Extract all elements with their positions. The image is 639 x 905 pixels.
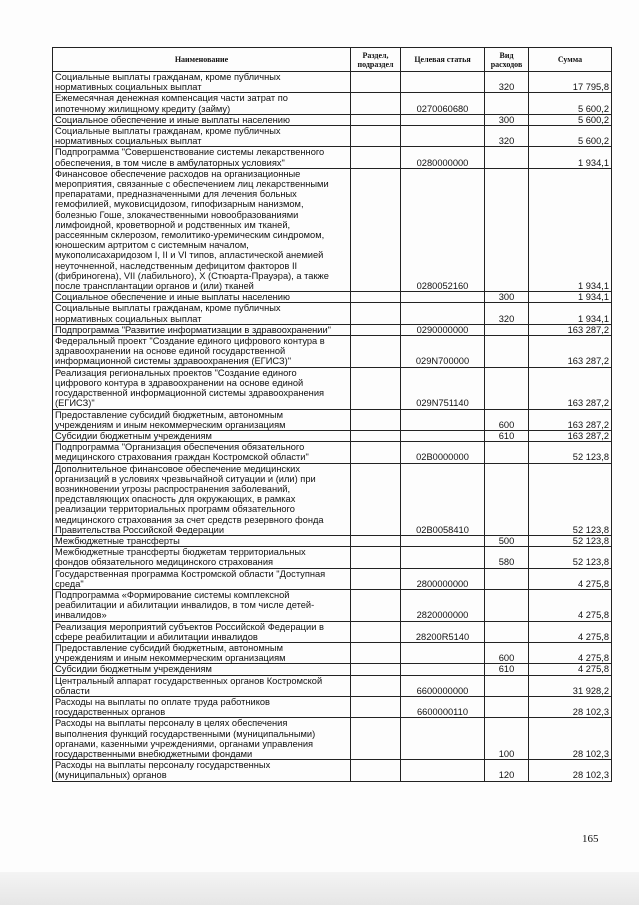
row-type: 300 xyxy=(485,292,529,303)
row-type: 580 xyxy=(485,547,529,568)
row-target xyxy=(401,126,485,147)
row-section xyxy=(351,535,401,546)
row-target: 02В0000000 xyxy=(401,442,485,463)
table-row xyxy=(53,589,612,621)
row-name: Ежемесячная денежная компенсация части затрат по ипотечному жилищному кредиту (займу) xyxy=(53,93,351,114)
row-section xyxy=(351,336,401,368)
row-sum: 28 102,3 xyxy=(529,696,612,717)
row-type xyxy=(485,168,529,291)
table-row xyxy=(53,568,612,589)
row-section xyxy=(351,718,401,760)
table-row xyxy=(53,114,612,125)
row-type: 320 xyxy=(485,126,529,147)
row-name: Подпрограмма "Развитие информатизации в здравоохранении" xyxy=(53,324,351,335)
row-type: 600 xyxy=(485,409,529,430)
row-name: Социальные выплаты гражданам, кроме публичных нормативных социальных выплат xyxy=(53,126,351,147)
row-type xyxy=(485,589,529,621)
row-section xyxy=(351,292,401,303)
row-target: 0280052160 xyxy=(401,168,485,291)
row-name: Предоставление субсидий бюджетным, автономным учреждениям и иным некоммерческим организациям xyxy=(53,642,351,663)
row-sum: 5 600,2 xyxy=(529,93,612,114)
row-type xyxy=(485,675,529,696)
row-sum: 1 934,1 xyxy=(529,147,612,168)
row-name: Центральный аппарат государственных органов Костромской области xyxy=(53,675,351,696)
table-row xyxy=(53,72,612,93)
row-name: Расходы на выплаты персоналу государственных (муниципальных) органов xyxy=(53,760,351,781)
row-name: Социальное обеспечение и иные выплаты населению xyxy=(53,292,351,303)
row-name: Социальное обеспечение и иные выплаты населению xyxy=(53,114,351,125)
row-name: Финансовое обеспечение расходов на организационные мероприятия, связанные с обеспечением лиц лекарственными препаратами, предназначенными для лечения больных гемофилией, муковисцидозом, гипофизарным нанизмом, болезнью Гоше, злокачественными новообразованиями лимфоидной, кроветворной и родственных им тканей, рассеянным склерозом, гемолитико-уремическим синдромом, юношеским артритом с системным началом, мукополисахаридозом I, II и VI типов, апластической анемией неуточненной, наследственным дефицитом факторов II (фибриногена), VII (лабильного), X (Стюарта-Прауэра), а также после трансплантации органов и (или) тканей xyxy=(53,168,351,291)
table-row xyxy=(53,303,612,324)
row-target xyxy=(401,114,485,125)
table-row xyxy=(53,367,612,409)
row-section xyxy=(351,696,401,717)
row-section xyxy=(351,324,401,335)
row-target xyxy=(401,664,485,675)
row-type xyxy=(485,147,529,168)
row-section xyxy=(351,664,401,675)
row-sum: 28 102,3 xyxy=(529,718,612,760)
row-sum: 163 287,2 xyxy=(529,324,612,335)
row-type: 100 xyxy=(485,718,529,760)
header-target: Целевая статья xyxy=(401,48,485,72)
row-sum: 1 934,1 xyxy=(529,292,612,303)
row-section xyxy=(351,463,401,535)
table-row xyxy=(53,463,612,535)
row-type: 320 xyxy=(485,72,529,93)
row-type xyxy=(485,463,529,535)
row-target xyxy=(401,642,485,663)
table-row xyxy=(53,718,612,760)
row-target: 029N751140 xyxy=(401,367,485,409)
row-name: Федеральный проект "Создание единого цифрового контура в здравоохранении на основе единой государственной информационной системы здравоохранения (ЕГИСЗ)" xyxy=(53,336,351,368)
row-section xyxy=(351,409,401,430)
budget-table xyxy=(52,47,612,782)
row-name: Социальные выплаты гражданам, кроме публичных нормативных социальных выплат xyxy=(53,303,351,324)
table-row xyxy=(53,535,612,546)
row-section xyxy=(351,367,401,409)
table-row xyxy=(53,664,612,675)
row-sum: 17 795,8 xyxy=(529,72,612,93)
row-target xyxy=(401,718,485,760)
row-sum: 52 123,8 xyxy=(529,535,612,546)
row-name: Расходы на выплаты по оплате труда работников государственных органов xyxy=(53,696,351,717)
row-target: 0290000000 xyxy=(401,324,485,335)
row-section xyxy=(351,568,401,589)
row-name: Подпрограмма "Организация обеспечения обязательного медицинского страхования граждан Костромской области" xyxy=(53,442,351,463)
table-row xyxy=(53,324,612,335)
row-name: Социальные выплаты гражданам, кроме публичных нормативных социальных выплат xyxy=(53,72,351,93)
table-row xyxy=(53,442,612,463)
row-sum: 52 123,8 xyxy=(529,547,612,568)
row-section xyxy=(351,589,401,621)
row-type xyxy=(485,367,529,409)
row-target xyxy=(401,535,485,546)
table-row xyxy=(53,292,612,303)
row-sum: 4 275,8 xyxy=(529,589,612,621)
row-section xyxy=(351,72,401,93)
row-type: 120 xyxy=(485,760,529,781)
table-row xyxy=(53,642,612,663)
header-name: Наименование xyxy=(53,48,351,72)
row-type xyxy=(485,442,529,463)
row-sum: 1 934,1 xyxy=(529,168,612,291)
table-row xyxy=(53,696,612,717)
row-sum: 1 934,1 xyxy=(529,303,612,324)
row-section xyxy=(351,430,401,441)
row-target: 6600000110 xyxy=(401,696,485,717)
table-row xyxy=(53,675,612,696)
row-target xyxy=(401,547,485,568)
row-sum: 4 275,8 xyxy=(529,642,612,663)
row-section xyxy=(351,760,401,781)
row-target: 0270060680 xyxy=(401,93,485,114)
row-name: Подпрограмма «Формирование системы комплексной реабилитации и абилитации инвалидов, в том числе детей- инвалидов» xyxy=(53,589,351,621)
row-target: 029N700000 xyxy=(401,336,485,368)
row-target: 6600000000 xyxy=(401,675,485,696)
row-type xyxy=(485,568,529,589)
row-target: 28200R5140 xyxy=(401,621,485,642)
row-section xyxy=(351,168,401,291)
row-sum: 5 600,2 xyxy=(529,114,612,125)
row-section xyxy=(351,621,401,642)
row-sum: 163 287,2 xyxy=(529,367,612,409)
header-section: Раздел, подраздел xyxy=(351,48,401,72)
row-type xyxy=(485,336,529,368)
row-type xyxy=(485,696,529,717)
row-name: Государственная программа Костромской области "Доступная среда" xyxy=(53,568,351,589)
row-type: 500 xyxy=(485,535,529,546)
row-type xyxy=(485,93,529,114)
row-sum: 163 287,2 xyxy=(529,430,612,441)
row-type: 300 xyxy=(485,114,529,125)
table-row xyxy=(53,93,612,114)
row-type: 610 xyxy=(485,664,529,675)
table-row xyxy=(53,547,612,568)
row-sum: 52 123,8 xyxy=(529,442,612,463)
row-section xyxy=(351,147,401,168)
row-target xyxy=(401,292,485,303)
row-sum: 5 600,2 xyxy=(529,126,612,147)
table-row xyxy=(53,621,612,642)
row-target xyxy=(401,72,485,93)
table-row xyxy=(53,126,612,147)
row-section xyxy=(351,93,401,114)
row-sum: 163 287,2 xyxy=(529,336,612,368)
table-row xyxy=(53,409,612,430)
row-sum: 163 287,2 xyxy=(529,409,612,430)
row-type xyxy=(485,324,529,335)
row-sum: 4 275,8 xyxy=(529,568,612,589)
row-sum: 4 275,8 xyxy=(529,664,612,675)
table-body xyxy=(53,72,612,782)
row-name: Реализация региональных проектов "Создание единого цифрового контура в здравоохранении на основе единой государственной информационной системы здравоохранения (ЕГИСЗ)" xyxy=(53,367,351,409)
row-name: Субсидии бюджетным учреждениям xyxy=(53,664,351,675)
row-name: Межбюджетные трансферты бюджетам территориальных фондов обязательного медицинского страхования xyxy=(53,547,351,568)
row-sum: 4 275,8 xyxy=(529,621,612,642)
row-type: 600 xyxy=(485,642,529,663)
row-target xyxy=(401,430,485,441)
row-target: 2820000000 xyxy=(401,589,485,621)
header-sum: Сумма xyxy=(529,48,612,72)
row-section xyxy=(351,547,401,568)
row-sum: 28 102,3 xyxy=(529,760,612,781)
table-header-row xyxy=(53,48,612,72)
scan-bottom-edge xyxy=(0,872,639,905)
header-type: Вид расходов xyxy=(485,48,529,72)
row-name: Межбюджетные трансферты xyxy=(53,535,351,546)
row-target: 0280000000 xyxy=(401,147,485,168)
row-section xyxy=(351,126,401,147)
row-type: 610 xyxy=(485,430,529,441)
row-section xyxy=(351,642,401,663)
row-name: Предоставление субсидий бюджетным, автономным учреждениям и иным некоммерческим организациям xyxy=(53,409,351,430)
row-name: Реализация мероприятий субъектов Российской Федерации в сфере реабилитации и абилитации инвалидов xyxy=(53,621,351,642)
row-type xyxy=(485,621,529,642)
row-target: 2800000000 xyxy=(401,568,485,589)
row-name: Субсидии бюджетным учреждениям xyxy=(53,430,351,441)
row-target xyxy=(401,760,485,781)
row-sum: 52 123,8 xyxy=(529,463,612,535)
table-row xyxy=(53,430,612,441)
row-name: Дополнительное финансовое обеспечение медицинских организаций в условиях чрезвычайной ситуации и (или) при возникновении угрозы распространения заболеваний, представляющих опасность для окружающих, в рамках реализации территориальных программ обязательного медицинского страхования за счет средств резервного фонда Правительства Российской Федерации xyxy=(53,463,351,535)
table-row xyxy=(53,168,612,291)
row-target xyxy=(401,409,485,430)
row-name: Подпрограмма "Совершенствование системы лекарственного обеспечения, в том числе в амбулаторных условиях" xyxy=(53,147,351,168)
page-number: 165 xyxy=(582,833,599,845)
row-target xyxy=(401,303,485,324)
table-row xyxy=(53,760,612,781)
row-section xyxy=(351,675,401,696)
row-name: Расходы на выплаты персоналу в целях обеспечения выполнения функций государственными (муниципальными) органами, казенными учреждениями, органами управления государственными внебюджетными фондами xyxy=(53,718,351,760)
row-sum: 31 928,2 xyxy=(529,675,612,696)
row-target: 02В0058410 xyxy=(401,463,485,535)
row-section xyxy=(351,114,401,125)
table-row xyxy=(53,147,612,168)
row-section xyxy=(351,303,401,324)
row-type: 320 xyxy=(485,303,529,324)
row-section xyxy=(351,442,401,463)
table-row xyxy=(53,336,612,368)
